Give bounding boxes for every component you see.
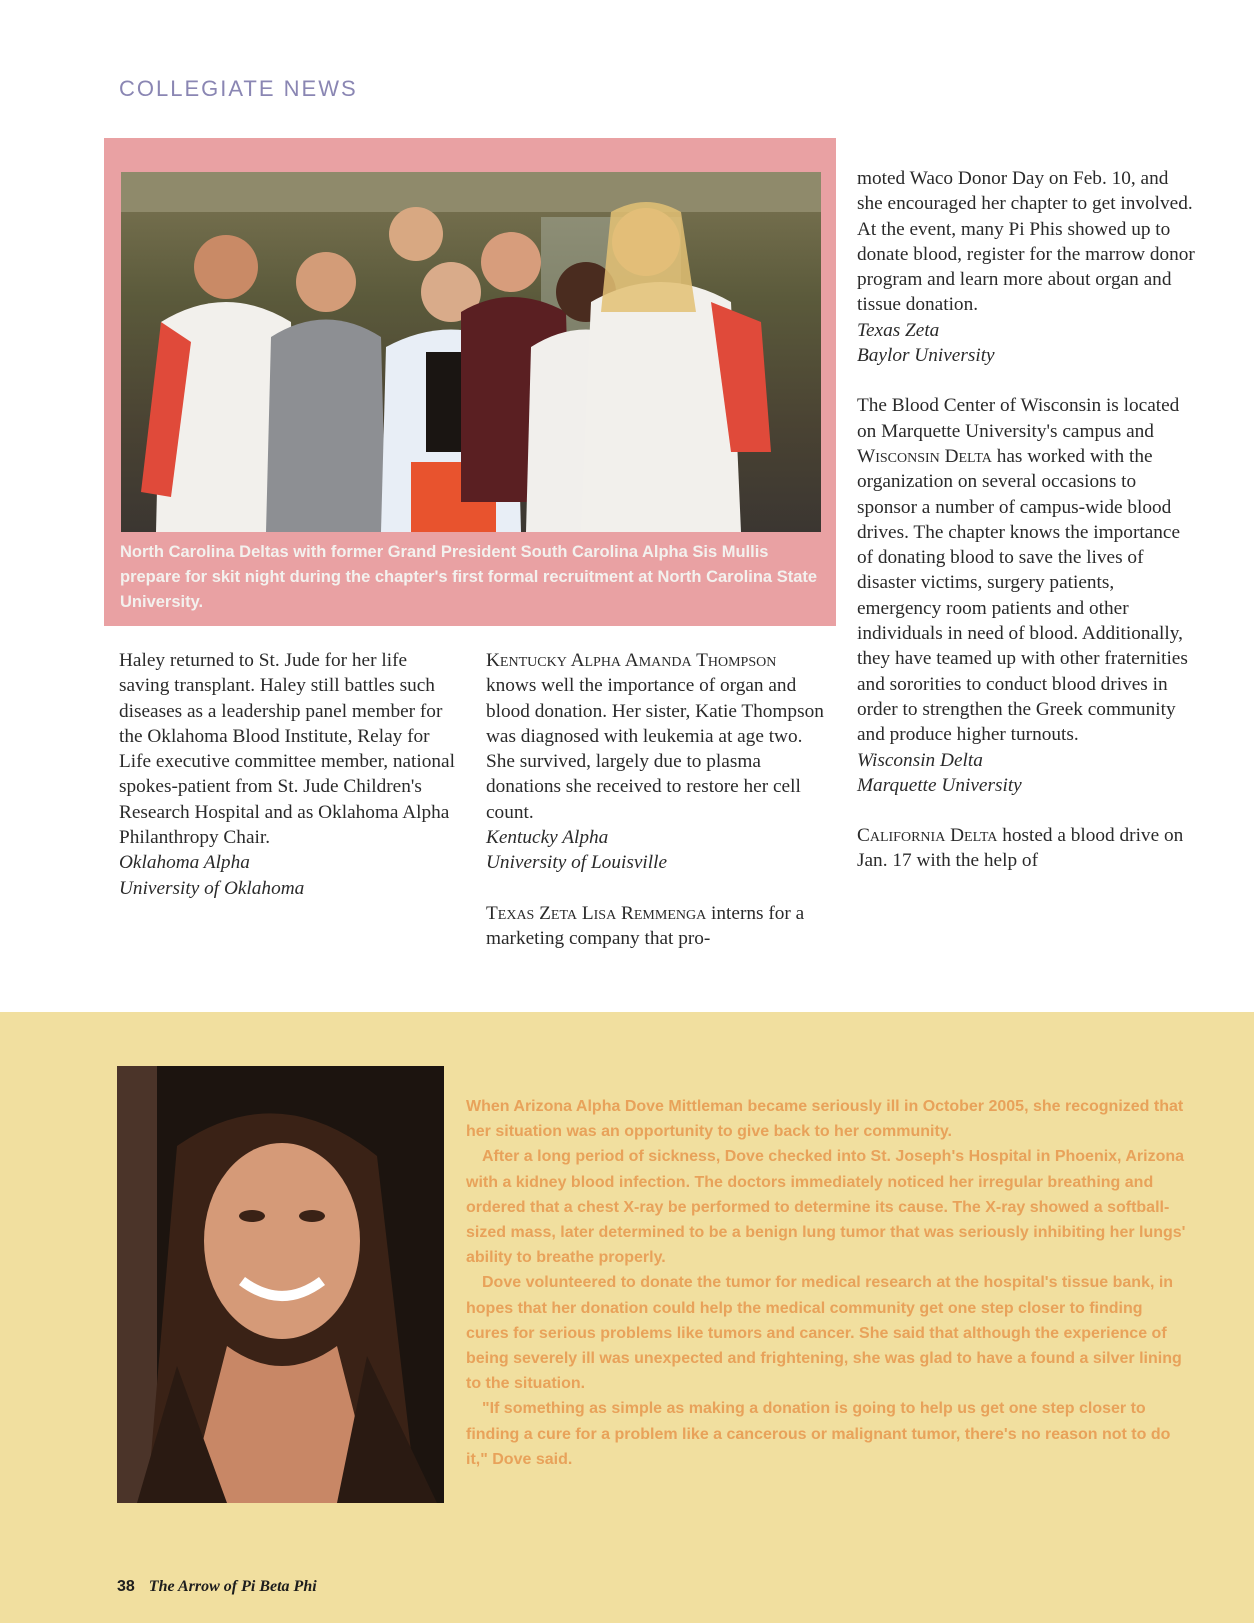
chapter-signature: Kentucky Alpha [486, 827, 609, 849]
chapter-signature: Oklahoma Alpha [119, 852, 250, 874]
photo-with-caption [104, 138, 836, 626]
article-lead: Kentucky Alpha Amanda Thompson [486, 650, 777, 671]
school-signature: University of Oklahoma [119, 877, 305, 899]
publication-name: The Arrow of Pi Beta Phi [148, 1578, 317, 1595]
column-2 [486, 648, 826, 951]
article-pre: The Blood Center of Wisconsin is located on Marquette University's campus and [857, 395, 1180, 442]
feature-paragraph: Dove volunteered to donate the tumor for medical research at the hospital's tissue bank, in hopes that her donation could help the medical community get one step closer to finding cures for serious problems like tumors and cancer. She said that although the experience of being severely ill was unexpected and frightening, she was glad to have a found a silver lining to the situation. [466, 1274, 1182, 1393]
article-lead: California Delta [857, 825, 998, 847]
article-lead: Wisconsin Delta [857, 445, 992, 467]
group-photo-illustration [121, 172, 821, 532]
chapter-signature: Texas Zeta [857, 319, 940, 341]
chapter-signature: Wisconsin Delta [857, 749, 983, 771]
page-footer [117, 1578, 317, 1596]
photo-caption: North Carolina Deltas with former Grand President South Carolina Alpha Sis Mullis prepare for skit night during the chapter's first formal recruitment at North Carolina State University. [120, 543, 818, 611]
article-lead: Texas Zeta Lisa Remmenga [486, 902, 707, 924]
article-body: hosted a blood drive on Jan. 17 with the help of [857, 825, 1184, 872]
column-1 [119, 648, 459, 901]
article-body: interns for a marketing company that pro- [486, 902, 805, 949]
feature-paragraph: "If something as simple as making a donation is going to help us get one step closer to finding a cure for a problem like a cancerous or malignant tumor, there's no reason not to do it," Dove said. [466, 1400, 1171, 1468]
school-signature: University of Louisville [486, 852, 668, 874]
school-signature: Marquette University [857, 774, 1022, 796]
group-photo [121, 172, 821, 532]
article-body: has worked with the organization on several occasions to sponsor a number of campus-wide blood drives. The chapter knows the importance of donating blood to save the lives of disaster victims, surgery patients, emergency room patients and other individuals in need of blood. Additionally, they have teamed up with other fraternities and sororities to conduct blood drives in order to strengthen the Greek community and produce higher turnouts. [857, 445, 1188, 746]
portrait-photo [117, 1066, 444, 1503]
feature-paragraph: When Arizona Alpha Dove Mittleman became seriously ill in October 2005, she recognized that her situation was an opportunity to give back to her community. [466, 1098, 1184, 1141]
article-body: knows well the importance of organ and blood donation. Her sister, Katie Thompson was diagnosed with leukemia at age two. She survived, largely due to plasma donations she received to restore her cell count. [486, 675, 824, 823]
column-3 [857, 166, 1197, 874]
feature-box [0, 1012, 1254, 1623]
page-number: 38 [117, 1578, 135, 1595]
feature-paragraph: After a long period of sickness, Dove checked into St. Joseph's Hospital in Phoenix, Arizona with a kidney blood infection. The doctors immediately noticed her irregular breathing and ordered that a chest X-ray be performed to determine its cause. The X-ray showed a softball-sized mass, later determined to be a benign lung tumor that was seriously inhibiting her lungs' ability to breathe properly. [466, 1148, 1186, 1267]
section-title: COLLEGIATE NEWS [119, 76, 358, 101]
column-1-body: Haley returned to St. Jude for her life saving transplant. Haley still battles such diseases as a leadership panel member for the Oklahoma Blood Institute, Relay for Life executive committee member, national spokes-patient from St. Jude Children's Research Hospital and as Oklahoma Alpha Philanthropy Chair. [119, 650, 455, 849]
article-continuation: moted Waco Donor Day on Feb. 10, and she encouraged her chapter to get involved. At the event, many Pi Phis showed up to donate blood, register for the marrow donor program and learn more about organ and tissue donation. [857, 168, 1195, 316]
portrait-illustration [117, 1066, 444, 1503]
feature-text [466, 1094, 1188, 1472]
school-signature: Baylor University [857, 345, 995, 367]
